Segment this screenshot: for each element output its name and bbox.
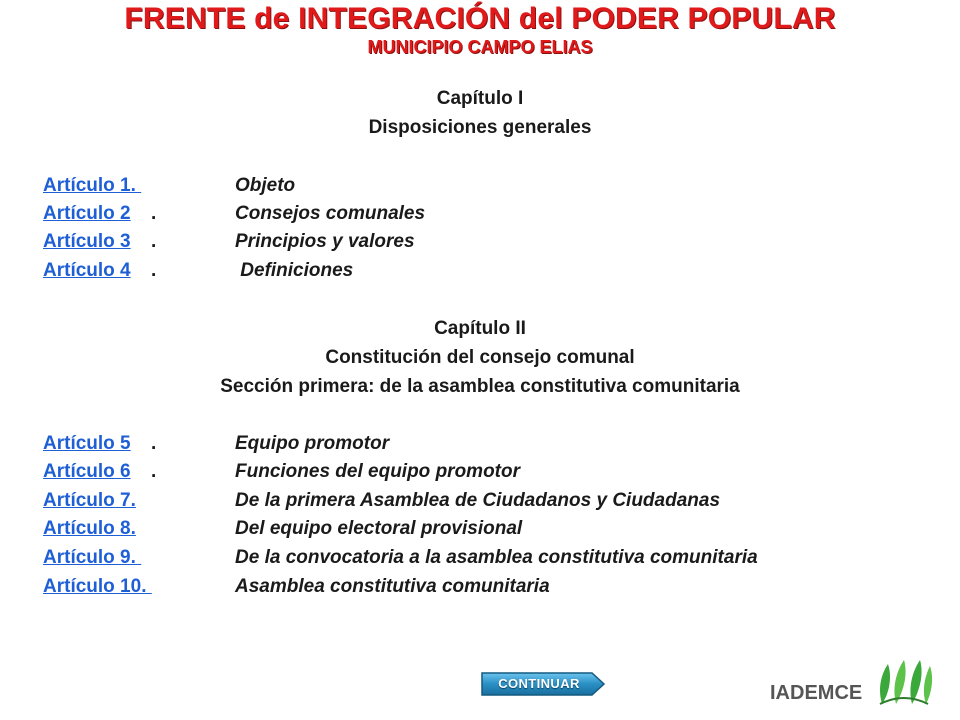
article-6-dot: . — [151, 461, 157, 482]
article-6-link[interactable]: Artículo 6 — [43, 461, 131, 482]
continue-button[interactable] — [480, 670, 606, 698]
article-7-link[interactable]: Artículo 7. — [43, 490, 136, 511]
article-5-desc: Equipo promotor — [235, 433, 390, 454]
article-3-dot: . — [151, 231, 157, 252]
article-4-desc: Definiciones — [235, 260, 354, 281]
article-2-desc: Consejos comunales — [235, 203, 426, 224]
article-10-desc: Asamblea constitutiva comunitaria — [235, 576, 550, 597]
article-2-link[interactable]: Artículo 2 — [43, 203, 131, 224]
iademce-logo-icon — [874, 658, 934, 708]
chapter-1-name: Disposiciones generales — [368, 117, 592, 138]
chapter-2-name: Constitución del consejo comunal — [325, 347, 635, 368]
article-3-link[interactable]: Artículo 3 — [43, 231, 131, 252]
article-6-desc: Funciones del equipo promotor — [235, 461, 520, 482]
brand-name: IADEMCE — [770, 682, 863, 704]
continue-label: CONTINUAR — [498, 676, 580, 691]
chapter-2-label: Capítulo II — [434, 318, 526, 339]
chapter-1-label: Capítulo I — [436, 88, 524, 109]
article-1-desc: Objeto — [235, 175, 296, 196]
article-4-dot: . — [151, 260, 157, 281]
article-5-dot: . — [151, 433, 157, 454]
article-9-desc: De la convocatoria a la asamblea constitutiva comunitaria — [235, 547, 758, 568]
article-7-desc: De la primera Asamblea de Ciudadanos y Ciudadanas — [235, 490, 721, 511]
article-2-dot: . — [151, 203, 157, 224]
article-9-link[interactable]: Artículo 9. — [43, 547, 142, 568]
chapter-2-section: Sección primera: de la asamblea constitutiva comunitaria — [220, 376, 740, 397]
page-subtitle: MUNICIPIO CAMPO ELIAS — [367, 37, 593, 57]
article-1-link[interactable]: Artículo 1. — [43, 175, 142, 196]
article-4-link[interactable]: Artículo 4 — [43, 260, 131, 281]
article-3-desc: Principios y valores — [235, 231, 415, 252]
article-10-link[interactable]: Artículo 10. — [43, 576, 152, 597]
page-title: FRENTE de INTEGRACIÓN del PODER POPULAR — [124, 2, 836, 35]
article-8-desc: Del equipo electoral provisional — [235, 518, 523, 539]
article-5-link[interactable]: Artículo 5 — [43, 433, 131, 454]
article-8-link[interactable]: Artículo 8. — [43, 518, 136, 539]
